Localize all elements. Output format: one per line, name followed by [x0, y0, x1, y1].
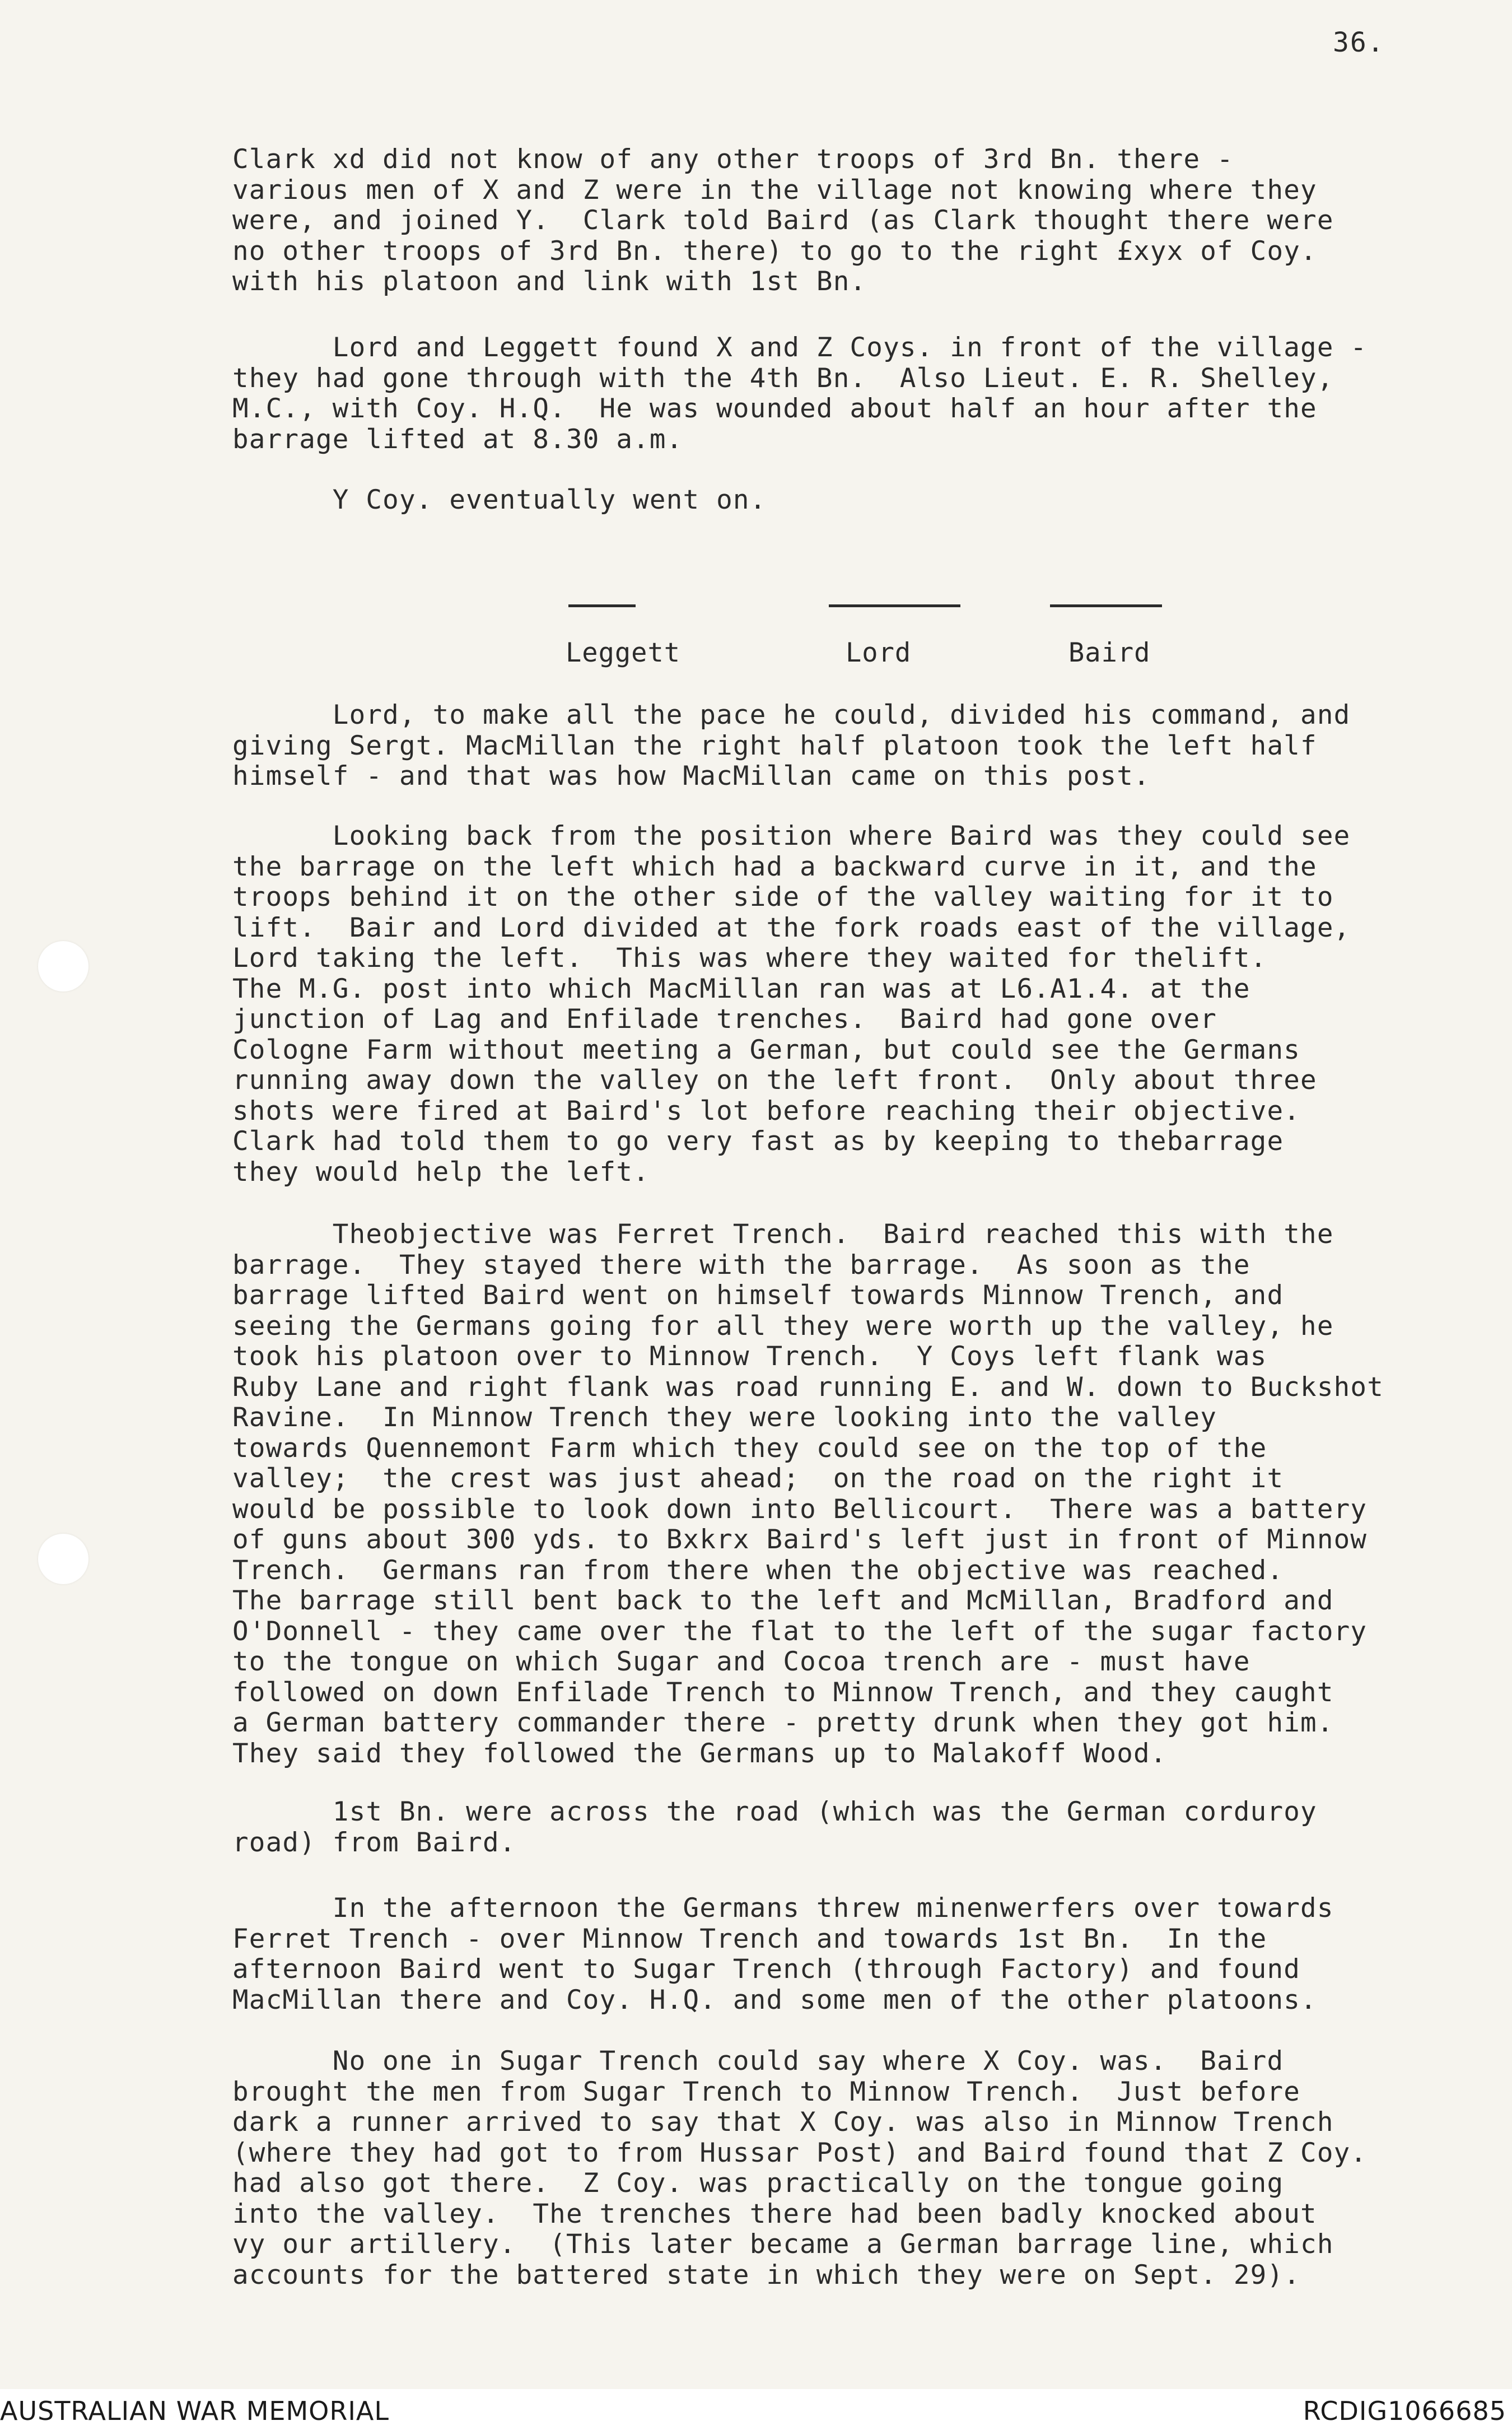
punch-hole-top	[38, 941, 88, 991]
paragraph-3: Y Coy. eventually went on.	[232, 485, 767, 515]
footer-bar	[0, 2389, 1512, 2430]
signature-line-leggett	[568, 604, 636, 607]
signature-baird: Baird	[1068, 637, 1151, 668]
paragraph-8: In the afternoon the Germans threw minenwerfers over towards Ferret Trench - over Minnow Trench and towards 1st Bn. In the afternoon Baird went to Sugar Trench (through Factory) and found MacMillan there and Coy. H.Q. and some men of the other platoons.	[232, 1893, 1334, 2015]
paragraph-4: Lord, to make all the pace he could, divided his command, and giving Sergt. MacMillan the right half platoon took the left half himself - and that was how MacMillan came on this post.	[232, 700, 1351, 792]
signature-line-lord	[829, 604, 960, 607]
signature-leggett: Leggett	[566, 637, 681, 668]
signature-line-baird	[1050, 604, 1162, 607]
signature-lord: Lord	[846, 637, 912, 668]
paragraph-6: Theobjective was Ferret Trench. Baird reached this with the barrage. They stayed there with the barrage. As soon as the barrage lifted Baird went on himself towards Minnow Trench, and seeing the Germans going for all they were worth up the valley, he took his platoon over to Minnow Trench. Y Coys left flank was Ruby Lane and right flank was road running E. and W. down to Buckshot Ravine. In Minnow Trench they were looking into the valley towards Quennemont Farm which they could see on the top of the valley; the crest was just ahead; on the road on the right it would be possible to look down into Bellicourt. There was a battery of guns about 300 yds. to Bxkrx Baird's left just in front of Minnow Trench. Germans ran from there when the objective was reached. The barrage still bent back to the left and McMillan, Bradford and O'Donnell - they came over the flat to the left of the sugar factory to the tongue on which Sugar and Cocoa trench are - must have followed on down Enfilade Trench to Minnow Trench, and they caught a German battery commander there - pretty drunk when they got him. They said they followed the Germans up to Malakoff Wood.	[232, 1219, 1384, 1769]
footer-institution: AUSTRALIAN WAR MEMORIAL	[0, 2396, 389, 2426]
punch-hole-bottom	[38, 1534, 88, 1584]
paragraph-7: 1st Bn. were across the road (which was the German corduroy road) from Baird.	[232, 1796, 1317, 1858]
paragraph-5: Looking back from the position where Baird was they could see the barrage on the left which had a backward curve in it, and the troops behind it on the other side of the valley waiting for it to lift. Bair and Lord divided at the fork roads east of the village, Lord taking the left. This was where they waited for thelift. The M.G. post into which MacMillan ran was at L6.A1.4. at the junction of Lag and Enfilade trenches. Baird had gone over Cologne Farm without meeting a German, but could see the Germans running away down the valley on the left front. Only about three shots were fired at Baird's lot before reaching their objective. Clark had told them to go very fast as by keeping to thebarrage they would help the left.	[232, 821, 1351, 1188]
page-number: 36.	[1333, 27, 1385, 58]
footer-record-id: RCDIG1066685	[1303, 2396, 1506, 2426]
paragraph-9: No one in Sugar Trench could say where X Coy. was. Baird brought the men from Sugar Trench to Minnow Trench. Just before dark a runner arrived to say that X Coy. was also in Minnow Trench (where they had got to from Hussar Post) and Baird found that Z Coy. had also got there. Z Coy. was practically on the tongue going into the valley. The trenches there had been badly knocked about vy our artillery. (This later became a German barrage line, which accounts for the battered state in which they were on Sept. 29).	[232, 2046, 1368, 2291]
paragraph-2: Lord and Leggett found X and Z Coys. in front of the village - they had gone through with the 4th Bn. Also Lieut. E. R. Shelley, M.C., with Coy. H.Q. He was wounded about half an hour after the barrage lifted at 8.30 a.m.	[232, 332, 1368, 455]
paragraph-1: Clark xd did not know of any other troops of 3rd Bn. there - various men of X and Z were in the village not knowing where they were, and joined Y. Clark told Baird (as Clark thought there were no other troops of 3rd Bn. there) to go to the right £xyx of Coy. with his platoon and link with 1st Bn.	[232, 144, 1334, 297]
